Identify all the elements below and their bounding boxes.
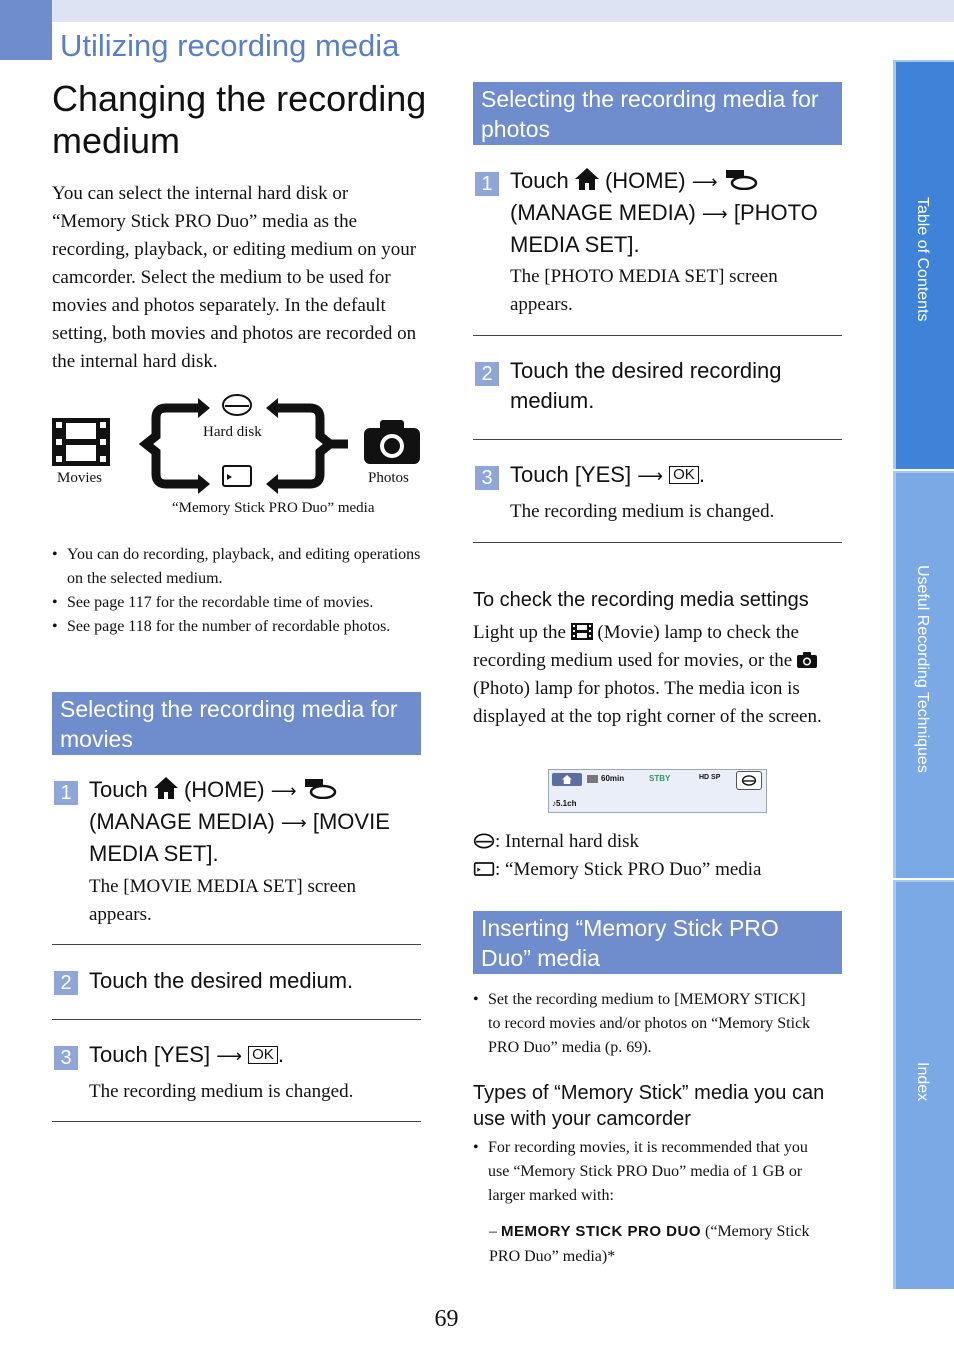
arrow-icon: ⟶ (701, 204, 728, 225)
note-item: • See page 118 for the number of recordable photos. (52, 615, 422, 639)
lcd-screen-example (548, 769, 767, 813)
note-item: • See page 117 for the recordable time of movies. (52, 591, 422, 615)
divider (473, 542, 842, 543)
divider (52, 1121, 421, 1122)
step-1-badge: 1 (475, 172, 499, 196)
photos-step-2: Touch the desired recording medium. (510, 358, 782, 413)
arrow-icon: ⟶ (691, 172, 718, 193)
insert-section-heading: Inserting “Memory Stick PRO Duo” media (473, 911, 842, 974)
remaining-time: 60min (601, 774, 625, 783)
check-heading: To check the recording media settings (473, 589, 809, 611)
photos-step-1: Touch (HOME) ⟶ (MANAGE MEDIA) ⟶ [PHOTO MEDIA SET]. (510, 168, 818, 257)
note-item: • For recording movies, it is recommended that you use “Memory Stick PRO Duo” media of 1 GB or larger marked with: (473, 1136, 833, 1208)
step-2-badge: 2 (475, 362, 499, 386)
types-notes (473, 1136, 833, 1208)
sidebar-tab-contents[interactable] (893, 60, 954, 469)
movies-step-1-result: The [MOVIE MEDIA SET] screen appears. (89, 876, 356, 925)
step-2-badge: 2 (54, 971, 78, 995)
header-block (0, 0, 52, 60)
sidebar-index-label: Index (914, 1062, 931, 1102)
arrow-icon: ⟶ (637, 466, 664, 487)
legend-memory-stick: : “Memory Stick PRO Duo” media (473, 856, 762, 884)
memory-stick-icon (473, 861, 495, 877)
movies-step-1: Touch (HOME) ⟶ (MANAGE MEDIA) ⟶ [MOVIE MEDIA SET]. (89, 777, 390, 866)
page-number: 69 (434, 1306, 459, 1332)
step-3-badge: 3 (475, 466, 499, 490)
photos-step-3-result: The recording medium is changed. (510, 501, 775, 522)
divider (52, 944, 421, 945)
sidebar-tab-index[interactable] (893, 880, 954, 1289)
memory-stick-icon (221, 464, 253, 488)
movie-film-icon (52, 418, 110, 466)
memory-stick-type: – MEMORY STICK PRO DUO (“Memory Stick PRO Duo” media)* (489, 1223, 810, 1265)
hard-disk-label: Hard disk (203, 424, 262, 440)
divider (473, 439, 842, 440)
note-item: • Set the recording medium to [MEMORY STICK] to record movies and/or photos on “Memory Stick PRO Duo” media (p. 69). (473, 988, 813, 1060)
memory-stick-pro-duo-logo: MEMORY STICK PRO DUO (501, 1223, 702, 1240)
arrow-icon: ⟶ (270, 781, 297, 802)
quality-indicator: HD SP (699, 774, 721, 781)
sidebar-techniques-label: Useful Recording Techniques (914, 565, 931, 773)
photos-step-3: Touch [YES] ⟶ OK . (510, 462, 705, 487)
photos-label: Photos (368, 470, 409, 486)
audio-indicator: ♪5.1ch (552, 799, 577, 808)
check-text: Light up the (Movie) lamp to check the recording medium used for movies, or the (Photo) lamp for photos. The media icon is displayed at the top right corner of the screen. (473, 622, 822, 727)
media-hdd-icon (736, 771, 762, 790)
standby-indicator: STBY (649, 774, 671, 783)
home-button-icon (552, 773, 582, 786)
home-icon (575, 168, 599, 190)
step-1-badge: 1 (54, 781, 78, 805)
hard-disk-icon (221, 393, 253, 417)
divider (52, 1019, 421, 1020)
hard-disk-icon (473, 833, 495, 849)
photo-lamp-icon (797, 652, 817, 668)
movie-lamp-icon (571, 623, 593, 640)
arrow-icon: ⟶ (280, 813, 307, 834)
battery-icon (587, 775, 599, 783)
ok-button-icon: OK (669, 466, 699, 484)
page-title: Changing the recording medium (52, 78, 427, 161)
ok-button-icon: OK (248, 1046, 278, 1064)
header-bar (0, 0, 954, 22)
manage-media-icon (303, 777, 337, 799)
memory-stick-label: “Memory Stick PRO Duo” media (172, 500, 375, 516)
movies-label: Movies (57, 470, 102, 486)
photos-section-heading: Selecting the recording media for photos (473, 82, 842, 145)
movies-section-heading: Selecting the recording media for movies (52, 692, 421, 755)
legend-hdd: : Internal hard disk (473, 828, 639, 856)
arrow-icon: ⟶ (216, 1046, 243, 1067)
sidebar-tab-techniques[interactable] (893, 471, 954, 878)
media-diagram (52, 392, 422, 522)
insert-notes (473, 988, 813, 1060)
types-heading: Types of “Memory Stick” media you can use with your camcorder (473, 1082, 825, 1130)
divider (473, 335, 842, 336)
sidebar-toc-label: Table of Contents (914, 197, 931, 322)
note-item: • You can do recording, playback, and editing operations on the selected medium. (52, 543, 422, 591)
section-title: Utilizing recording media (60, 28, 400, 63)
photos-step-1-result: The [PHOTO MEDIA SET] screen appears. (510, 266, 778, 315)
intro-text: You can select the internal hard disk or “Memory Stick PRO Duo” media as the recording, playback, or editing medium on your camcorder. Select the medium to be used for movies and photos separately. In the default setting, both movies and photos are recorded on the internal hard disk. (52, 183, 417, 372)
movies-step-3-result: The recording medium is changed. (89, 1081, 354, 1102)
home-icon (154, 777, 178, 799)
notes-list (52, 543, 422, 639)
step-3-badge: 3 (54, 1046, 78, 1070)
movies-step-2: Touch the desired medium. (89, 968, 354, 993)
movies-step-3: Touch [YES] ⟶ OK . (89, 1042, 284, 1067)
photo-camera-icon (364, 420, 420, 464)
manage-media-icon (724, 168, 758, 190)
